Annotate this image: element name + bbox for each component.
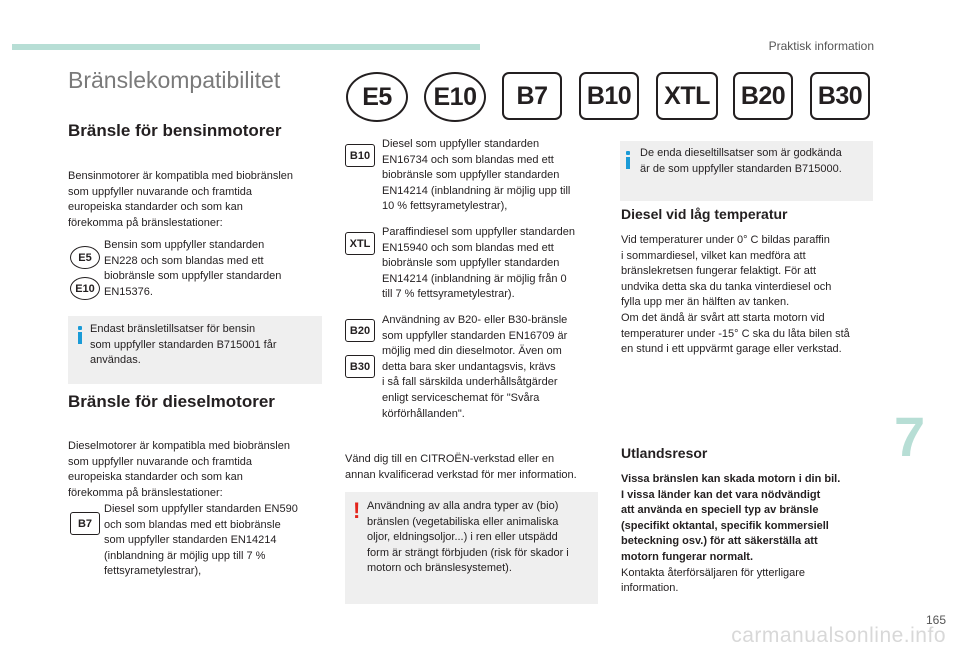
petrol-heading: Bränsle för bensinmotorer xyxy=(68,121,282,140)
fuel-badge-b7: B7 xyxy=(502,72,562,120)
fuel-badge-b10: B10 xyxy=(579,72,639,120)
diesel-info-note xyxy=(620,141,873,201)
low-temp-text: Vid temperaturer under 0° C bildas paraffin i sommardiesel, vilket kan medföra att bränslekretsen fungerar felaktigt. För att undvika detta ska du tanka vinterdiesel och fylla upp mer än hälften av tanken. Om det ändå är svårt att starta motorn vid temperaturer under -15° C ska du låta bilen stå en stund i ett uppvärmt garage eller verkstad. xyxy=(621,234,850,356)
b10-description: Diesel som uppfyller standarden EN16734 och som blandas med ett biobränsle som uppfyller standarden EN14214 (inblandning är möjlig upp till 10 % fettsyrametylestrar), xyxy=(382,138,571,213)
warning-note xyxy=(345,492,598,604)
badge-b30: B30 xyxy=(345,355,375,378)
fuel-badge-xtl: XTL xyxy=(656,72,718,120)
section-label: Praktisk information xyxy=(768,39,874,53)
diesel-note-text: De enda dieseltillsatser som är godkända är de som uppfyller standarden B715000. xyxy=(640,147,842,175)
watermark: carmanualsonline.info xyxy=(731,624,946,647)
fuel-badge-e10: E10 xyxy=(424,72,486,122)
fuel-badge-e5: E5 xyxy=(346,72,408,122)
badge-e5: E5 xyxy=(70,246,100,269)
badge-b20: B20 xyxy=(345,319,375,342)
abroad-heading: Utlandsresor xyxy=(621,445,708,461)
fuel-badge-b20: B20 xyxy=(733,72,793,120)
petrol-description: Bensin som uppfyller standarden EN228 och som blandas med ett biobränsle som uppfyller standarden EN15376. xyxy=(104,239,282,298)
page-number: 165 xyxy=(925,613,946,627)
b7-description: Diesel som uppfyller standarden EN590 och som blandas med ett biobränsle som uppfyller standarden EN14214 (inblandning är möjlig upp till 7 % fettsyrametylestrar), xyxy=(104,503,298,578)
chapter-number: 7 xyxy=(894,405,926,468)
low-temp-heading: Diesel vid låg temperatur xyxy=(621,206,788,222)
xtl-description: Paraffindiesel som uppfyller standarden EN15940 och som blandas med ett biobränsle som uppfyller standarden EN14214 (inblandning är möjlig från 0 till 7 % fettsyrametylestrar). xyxy=(382,226,576,301)
page-title: Bränslekompatibilitet xyxy=(68,67,281,93)
info-icon xyxy=(78,326,82,344)
b20-b30-description: Användning av B20- eller B30-bränsle som uppfyller standarden EN16709 är möjlig med din dieselmotor. Även om detta bara sker undantagsvis, krävs i så fall särskilda underhållsåtgärder enligt serviceschemat för "Svåra körförhållanden". xyxy=(382,314,568,420)
badge-e10: E10 xyxy=(70,277,100,300)
badge-b7: B7 xyxy=(70,512,100,535)
badge-b10: B10 xyxy=(345,144,375,167)
info-icon xyxy=(626,151,630,169)
fuel-badge-b30: B30 xyxy=(810,72,870,120)
petrol-info-note xyxy=(68,316,322,384)
badge-xtl: XTL xyxy=(345,232,375,255)
diesel-heading: Bränsle för dieselmotorer xyxy=(68,392,275,411)
warning-text: Användning av alla andra typer av (bio) bränslen (vegetabiliska eller animaliska oljor, eldningsoljor...) i ren eller utspädd form är strängt förbjuden (risk för skador i motorn och bränslesystemet). xyxy=(367,500,569,575)
petrol-intro: Bensinmotorer är kompatibla med biobränslen som uppfyller nuvarande och framtida europeiska standarder och som kan förekomma på bränslestationer: xyxy=(68,170,294,229)
workshop-text: Vänd dig till en CITROËN-verkstad eller en annan kvalificerad verkstad för mer information. xyxy=(345,453,577,481)
petrol-note-text: Endast bränsletillsatser för bensin som uppfyller standarden B715001 får användas. xyxy=(90,323,277,367)
header-accent-bar xyxy=(12,44,480,50)
abroad-text: Vissa bränslen kan skada motorn i din bil. I vissa länder kan det vara nödvändigt att använda en speciell typ av bränsle (specifikt oktantal, specifik kommersiell beteckning osv.) för att säkerställa att motorn fungerar normalt. Kontakta återförsäljaren för ytterligare information. xyxy=(621,473,841,595)
diesel-intro: Dieselmotorer är kompatibla med biobränslen som uppfyller nuvarande och framtida europeiska standarder och som kan förekomma på bränslestationer: xyxy=(68,440,290,499)
warning-icon: ! xyxy=(353,498,361,523)
